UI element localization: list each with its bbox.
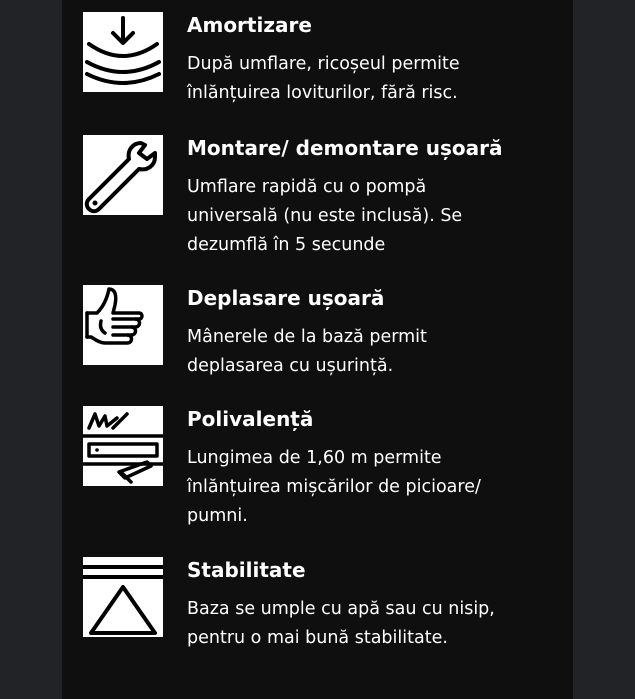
description-line: Baza se umple cu apă sau cu nisip, [187,599,495,619]
description-line: deplasarea cu ușurință. [187,356,394,376]
description-line: dezumflă în 5 secunde [187,235,386,255]
description-line: universală (nu este inclusă). Se [187,206,463,226]
feature-title: Stabilitate [187,558,306,582]
hand-icon [83,285,163,365]
feature-description [187,595,567,653]
stability-triangle-icon [83,557,163,637]
description-line: Umflare rapidă cu o pompă [187,177,427,197]
description-line: Lungimea de 1,60 m permite [187,448,442,468]
feature-title: Deplasare ușoară [187,286,385,310]
multi-target-icon [83,406,163,486]
description-line: înlănțuirea loviturilor, fără risc. [187,83,458,103]
feature-description [187,444,567,531]
description-line: înlănțuirea mișcărilor de picioare/ [187,477,481,497]
description-line: După umflare, ricoșeul permite [187,54,460,74]
feature-description [187,173,567,260]
feature-description [187,50,567,108]
description-line: Mânerele de la bază permit [187,327,427,347]
cushion-arrow-icon [83,12,163,92]
feature-title: Montare/ demontare ușoară [187,136,503,160]
feature-title: Amortizare [187,13,312,37]
feature-title: Polivalență [187,407,314,431]
wrench-icon [83,135,163,215]
description-line: pentru o mai bună stabilitate. [187,628,448,648]
feature-description [187,323,567,381]
description-line: pumni. [187,506,248,526]
